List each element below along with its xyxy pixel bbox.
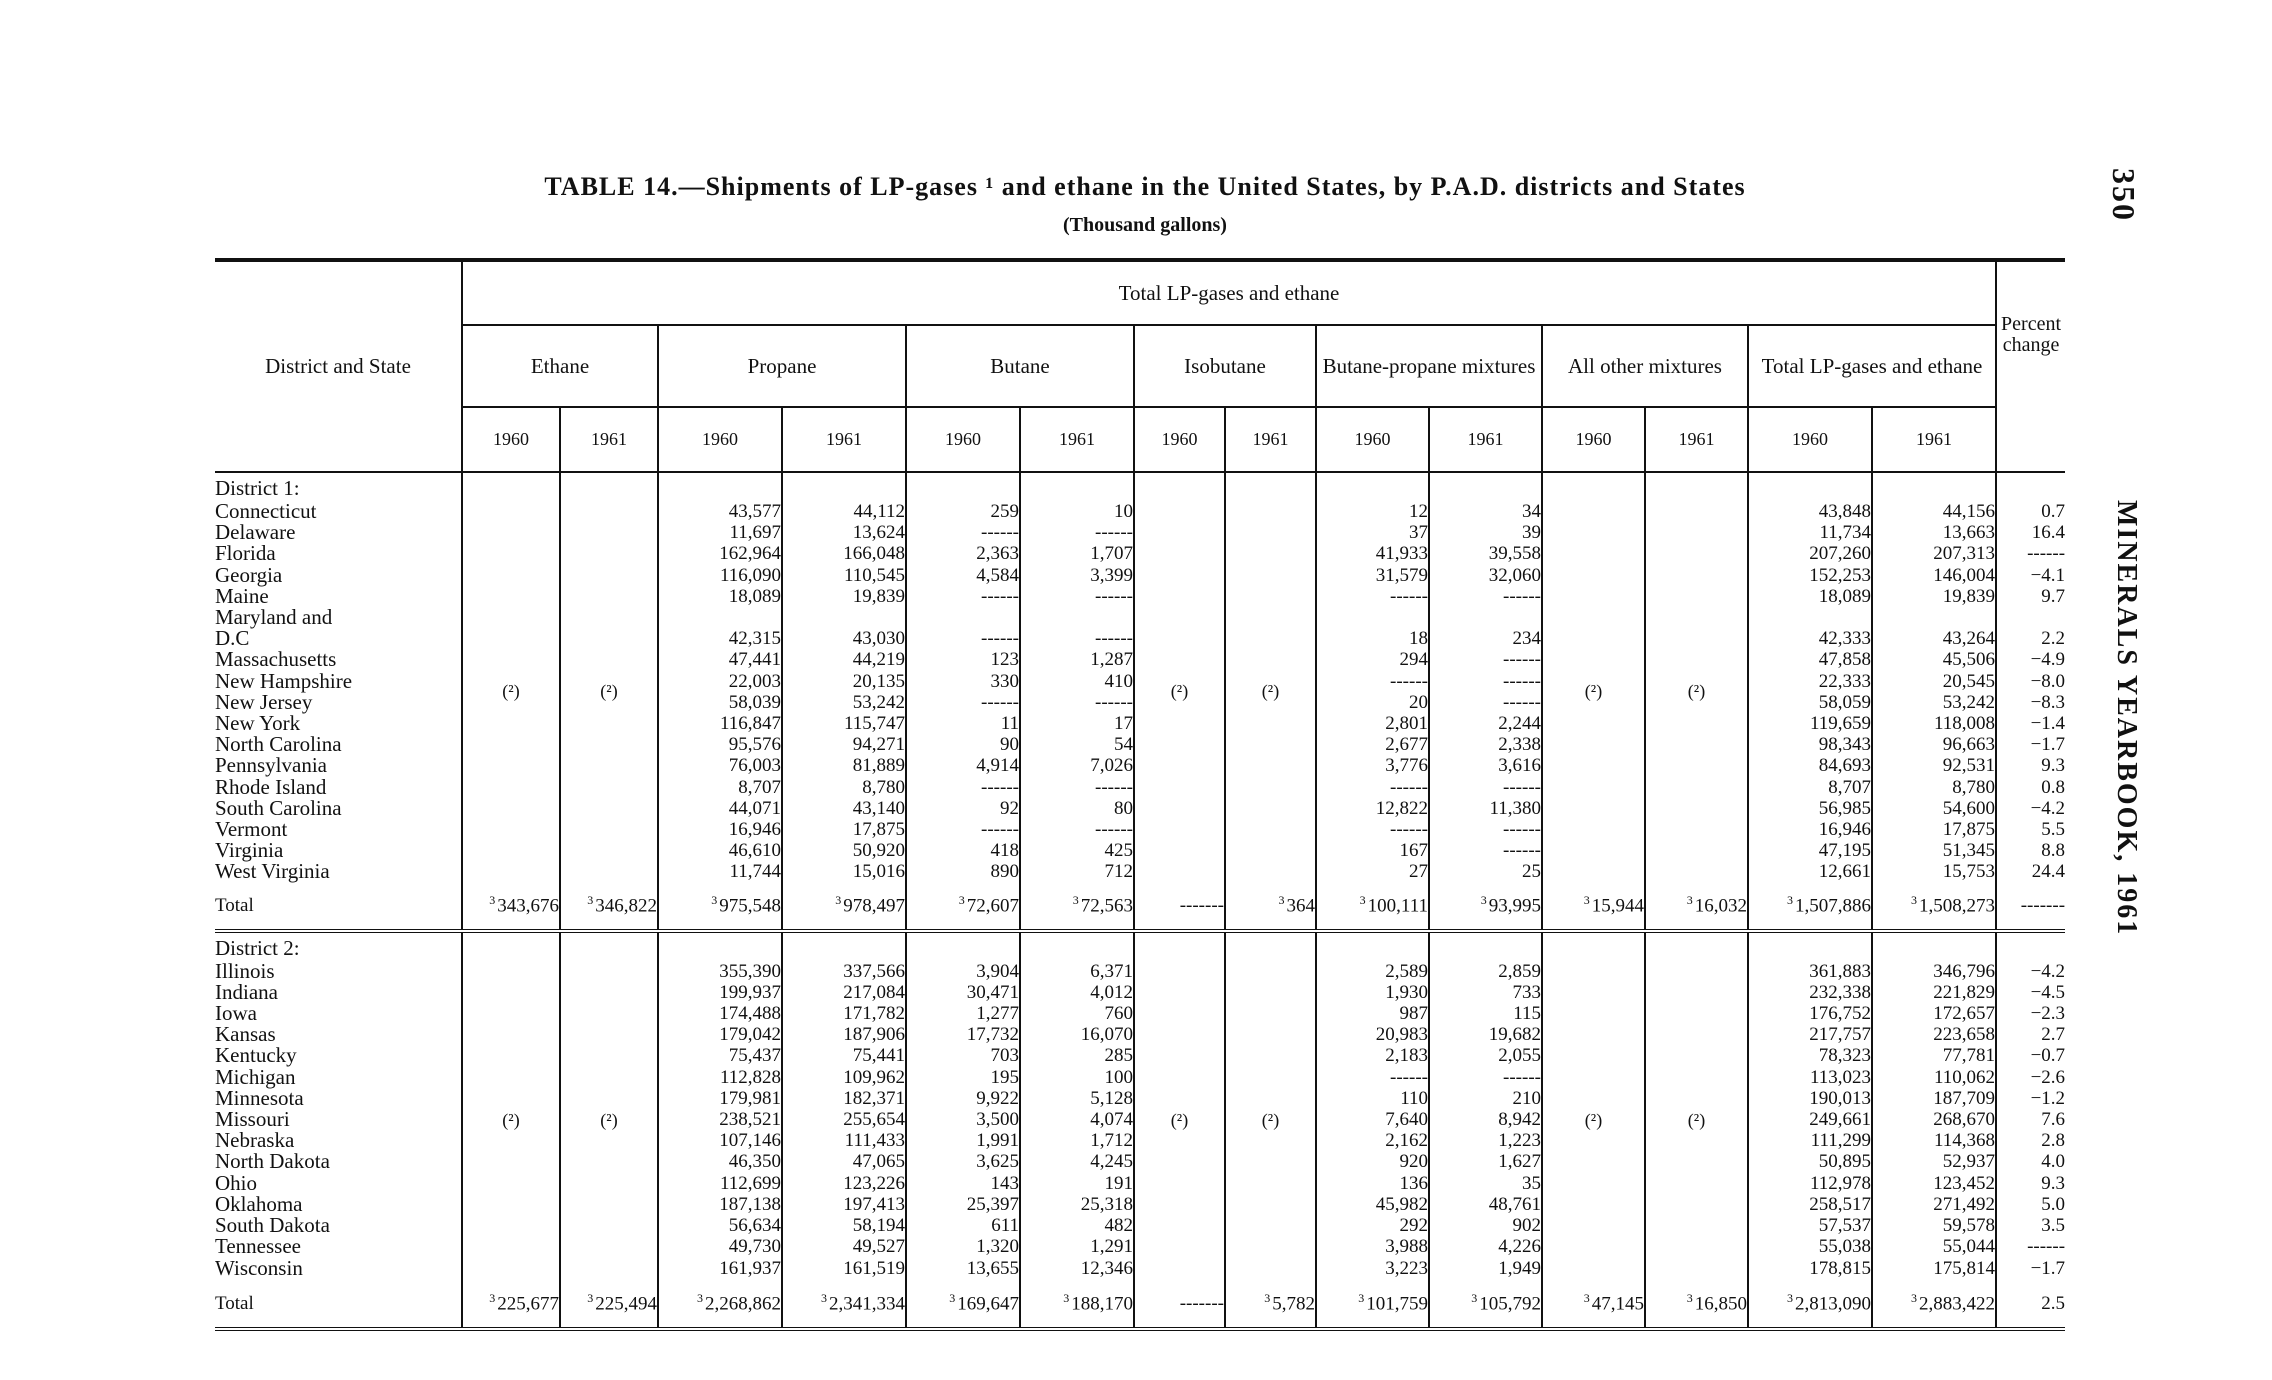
butane-1961-values: 10 ------ 1,707 3,399 ------ ------ 1,287 410 ------ 17 54 7,026 ------ 80 ------ 425 712 xyxy=(1020,501,1134,883)
total-cell: $^3$ 346,822 xyxy=(560,883,658,931)
total-cell: $^3$ 47,145 xyxy=(1542,1281,1645,1329)
year-header: 1960 xyxy=(658,407,782,472)
total-cell: $^3$ 2,268,862 xyxy=(658,1281,782,1329)
year-header: 1960 xyxy=(1316,407,1429,472)
total-cell: $^3$ 93,995 xyxy=(1429,883,1542,931)
ethane-1961-note: (²) xyxy=(560,501,658,883)
total-cell: $^3$ 169,647 xyxy=(906,1281,1020,1329)
year-header: 1961 xyxy=(1429,407,1542,472)
butane-1960-values: 3,904 30,471 1,277 17,732 703 195 9,922 3,500 1,991 3,625 143 25,397 611 1,320 13,655 xyxy=(906,961,1020,1281)
total-1960-values: 361,883 232,338 176,752 217,757 78,323 113,023 190,013 249,661 111,299 50,895 112,978 258,517 57,537 55,038 178,815 xyxy=(1748,961,1872,1281)
ethane-1960-note: (²) xyxy=(462,501,560,883)
percent-change-values: 0.7 16.4 ------ −4.1 9.7 2.2 −4.9 −8.0 −8.3 −1.4 −1.7 9.3 0.8 −4.2 5.5 8.8 24.4 xyxy=(1996,501,2065,883)
butane-propane-1961-values: 2,859 733 115 19,682 2,055 ------ 210 8,942 1,223 1,627 35 48,761 902 4,226 1,949 xyxy=(1429,961,1542,1281)
total-cell: $^3$ 2,341,334 xyxy=(782,1281,906,1329)
butane-1961-values: 6,371 4,012 760 16,070 285 100 5,128 4,074 1,712 4,245 191 25,318 482 1,291 12,346 xyxy=(1020,961,1134,1281)
district-name: District 2: xyxy=(215,935,300,960)
year-header: 1961 xyxy=(560,407,658,472)
other-1960-note: (²) xyxy=(1542,961,1645,1281)
propane-1961-values: 337,566 217,084 171,782 187,906 75,441 109,962 182,371 255,654 111,433 47,065 123,226 197,413 58,194 49,527 161,519 xyxy=(782,961,906,1281)
total-cell: $^3$ 16,032 xyxy=(1645,883,1748,931)
year-header: 1960 xyxy=(1748,407,1872,472)
total-cell: $^3$ 364 xyxy=(1225,883,1316,931)
total-label: Total xyxy=(215,894,254,916)
total-cell: $^3$ 2,813,090 xyxy=(1748,1281,1872,1329)
total-cell: $^3$ 225,677 xyxy=(462,1281,560,1329)
total-cell: $^3$ 343,676 xyxy=(462,883,560,931)
butane-1960-values: 259 ------ 2,363 4,584 ------ ------ 123 330 ------ 11 90 4,914 ------ 92 ------ 418 890 xyxy=(906,501,1020,883)
year-header: 1960 xyxy=(462,407,560,472)
page-number: 350 xyxy=(2106,168,2142,222)
district-1-total-row xyxy=(215,883,2065,931)
propane-1960-values: 355,390 199,937 174,488 179,042 75,437 112,828 179,981 238,521 107,146 46,350 112,699 187,138 56,634 49,730 161,937 xyxy=(658,961,782,1281)
state-list: Illinois Indiana Iowa Kansas Kentucky Michigan Minnesota Missouri Nebraska North Dakota Ohio Oklahoma South Dakota Tennessee Wisconsin xyxy=(215,958,330,1280)
total-cell: $^3$ 101,759 xyxy=(1316,1281,1429,1329)
percent-change-values: −4.2 −4.5 −2.3 2.7 −0.7 −2.6 −1.2 7.6 2.8 4.0 9.3 5.0 3.5 ------ −1.7 xyxy=(1996,961,2065,1281)
propane-1961-values: 44,112 13,624 166,048 110,545 19,839 43,030 44,219 20,135 53,242 115,747 94,271 81,889 8,780 43,140 17,875 50,920 15,016 xyxy=(782,501,906,883)
propane-1960-values: 43,577 11,697 162,964 116,090 18,089 42,315 47,441 22,003 58,039 116,847 95,576 76,003 8,707 44,071 16,946 46,610 11,744 xyxy=(658,501,782,883)
ethane-1960-note: (²) xyxy=(462,961,560,1281)
total-1961-values: 346,796 221,829 172,657 223,658 77,781 110,062 187,709 268,670 114,368 52,937 123,452 271,492 59,578 55,044 175,814 xyxy=(1872,961,1996,1281)
total-cell: $^3$ 16,850 xyxy=(1645,1281,1748,1329)
total-cell: 2.5 xyxy=(1996,1281,2065,1329)
total-cell: ------- xyxy=(1996,883,2065,931)
butane-propane-1960-values: 2,589 1,930 987 20,983 2,183 ------ 110 7,640 2,162 920 136 45,982 292 3,988 3,223 xyxy=(1316,961,1429,1281)
total-cell: $^3$ 225,494 xyxy=(560,1281,658,1329)
total-cell: $^3$ 72,607 xyxy=(906,883,1020,931)
percent-change-header: Percent change xyxy=(1996,260,2065,407)
ethane-1961-note: (²) xyxy=(560,961,658,1281)
total-lp-gases-header: Total LP-gases and ethane xyxy=(1748,325,1996,407)
total-cell: $^3$ 100,111 xyxy=(1316,883,1429,931)
year-header: 1961 xyxy=(1872,407,1996,472)
stub-header: District and State xyxy=(215,260,462,472)
butane-propane-1960-values: 12 37 41,933 31,579 ------ 18 294 ------ 20 2,801 2,677 3,776 ------ 12,822 ------ 167 27 xyxy=(1316,501,1429,883)
year-header: 1961 xyxy=(1020,407,1134,472)
total-cell: $^3$ 1,507,886 xyxy=(1748,883,1872,931)
total-cell: ------- xyxy=(1134,1281,1225,1329)
isobutane-1961-note: (²) xyxy=(1225,961,1316,1281)
total-cell: $^3$ 105,792 xyxy=(1429,1281,1542,1329)
butane-propane-1961-values: 34 39 39,558 32,060 ------ 234 ------ ------ ------ 2,244 2,338 3,616 ------ 11,380 ------ ------ 25 xyxy=(1429,501,1542,883)
state-list: Connecticut Delaware Florida Georgia Maine Maryland and D.C Massachusetts New Hampshire New Jersey New York North Carolina Pennsylvania Rhode Island South Carolina Vermont Virginia West Virginia xyxy=(215,499,353,884)
isobutane-header: Isobutane xyxy=(1134,325,1316,407)
total-cell: ------- xyxy=(1134,883,1225,931)
total-cell: $^3$ 975,548 xyxy=(658,883,782,931)
year-header: 1960 xyxy=(1542,407,1645,472)
other-1961-note: (²) xyxy=(1645,961,1748,1281)
total-cell: $^3$ 2,883,422 xyxy=(1872,1281,1996,1329)
isobutane-1961-note: (²) xyxy=(1225,501,1316,883)
ethane-header: Ethane xyxy=(462,325,658,407)
table-subtitle: (Thousand gallons) xyxy=(1063,214,1227,236)
total-cell: $^3$ 188,170 xyxy=(1020,1281,1134,1329)
district-name: District 1: xyxy=(215,476,300,500)
span-header: Total LP-gases and ethane xyxy=(462,260,1996,325)
total-cell: $^3$ 5,782 xyxy=(1225,1281,1316,1329)
shipments-table xyxy=(215,258,2065,1331)
total-cell: $^3$ 1,508,273 xyxy=(1872,883,1996,931)
district-2-total-row xyxy=(215,1281,2065,1329)
running-head: MINERALS YEARBOOK, 1961 xyxy=(2111,500,2142,937)
total-label: Total xyxy=(215,1292,254,1314)
isobutane-1960-note: (²) xyxy=(1134,961,1225,1281)
butane-header: Butane xyxy=(906,325,1134,407)
table-title: TABLE 14.—Shipments of LP-gases ¹ and ethane in the United States, by P.A.D. districts and States xyxy=(544,172,1746,201)
propane-header: Propane xyxy=(658,325,906,407)
butane-propane-header: Butane-propane mixtures xyxy=(1316,325,1542,407)
year-header: 1961 xyxy=(1225,407,1316,472)
isobutane-1960-note: (²) xyxy=(1134,501,1225,883)
total-cell: $^3$ 72,563 xyxy=(1020,883,1134,931)
year-header: 1961 xyxy=(1645,407,1748,472)
total-cell: $^3$ 978,497 xyxy=(782,883,906,931)
total-1961-values: 44,156 13,663 207,313 146,004 19,839 43,264 45,506 20,545 53,242 118,008 96,663 92,531 8,780 54,600 17,875 51,345 15,753 xyxy=(1872,501,1996,883)
other-1960-note: (²) xyxy=(1542,501,1645,883)
all-other-mixtures-header: All other mixtures xyxy=(1542,325,1748,407)
other-1961-note: (²) xyxy=(1645,501,1748,883)
year-header: 1960 xyxy=(906,407,1020,472)
year-header: 1961 xyxy=(782,407,906,472)
total-cell: $^3$ 15,944 xyxy=(1542,883,1645,931)
total-1960-values: 43,848 11,734 207,260 152,253 18,089 42,333 47,858 22,333 58,059 119,659 98,343 84,693 8,707 56,985 16,946 47,195 12,661 xyxy=(1748,501,1872,883)
year-header: 1960 xyxy=(1134,407,1225,472)
